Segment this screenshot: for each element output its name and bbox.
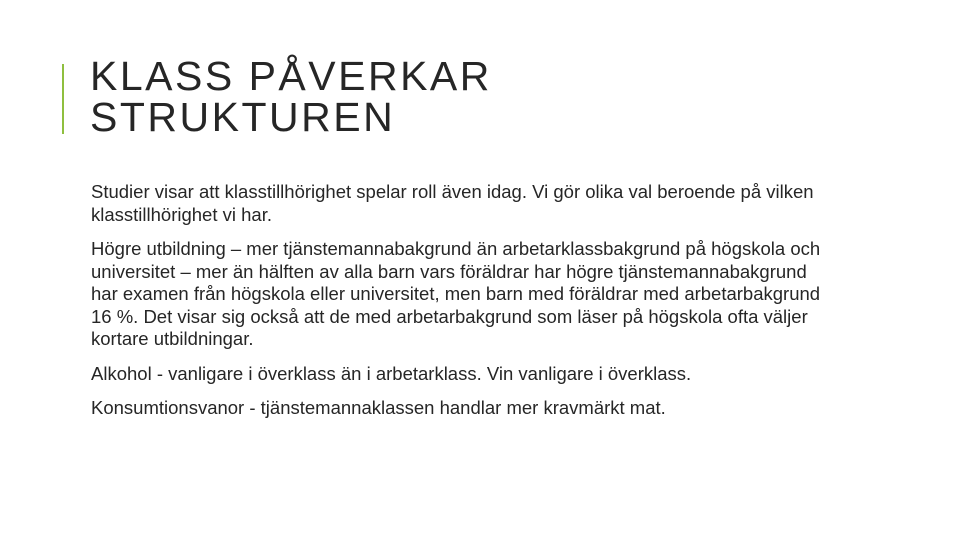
body-paragraph-studies: Studier visar att klasstillhörighet spelar roll även idag. Vi gör olika val beroende på vilken klasstillhörighet vi har. [91, 181, 814, 225]
body-paragraph-consumption: Konsumtionsvanor - tjänstemannaklassen handlar mer kravmärkt mat. [91, 397, 666, 418]
slide-title [90, 53, 890, 140]
body-paragraph-education: Högre utbildning – mer tjänstemannabakgrund än arbetarklassbakgrund på högskola och universitet – mer än hälften av alla barn vars föräldrar har högre tjänstemannabakgrund har examen från högskola eller universitet, men barn med föräldrar med arbetarbakgrund 16 %. Det visar sig också att de med arbetarbakgrund som läser på högskola ofta väljer kortare utbildningar. [91, 238, 821, 349]
slide-title-line-2: STRUKTUREN [90, 94, 396, 140]
body-paragraph-alcohol: Alkohol - vanligare i överklass än i arbetarklass. Vin vanligare i överklass. [91, 362, 692, 384]
title-accent-bar [62, 64, 64, 134]
slide-body [91, 181, 836, 432]
slide-title-line-1: KLASS PÅVERKAR [90, 53, 492, 99]
